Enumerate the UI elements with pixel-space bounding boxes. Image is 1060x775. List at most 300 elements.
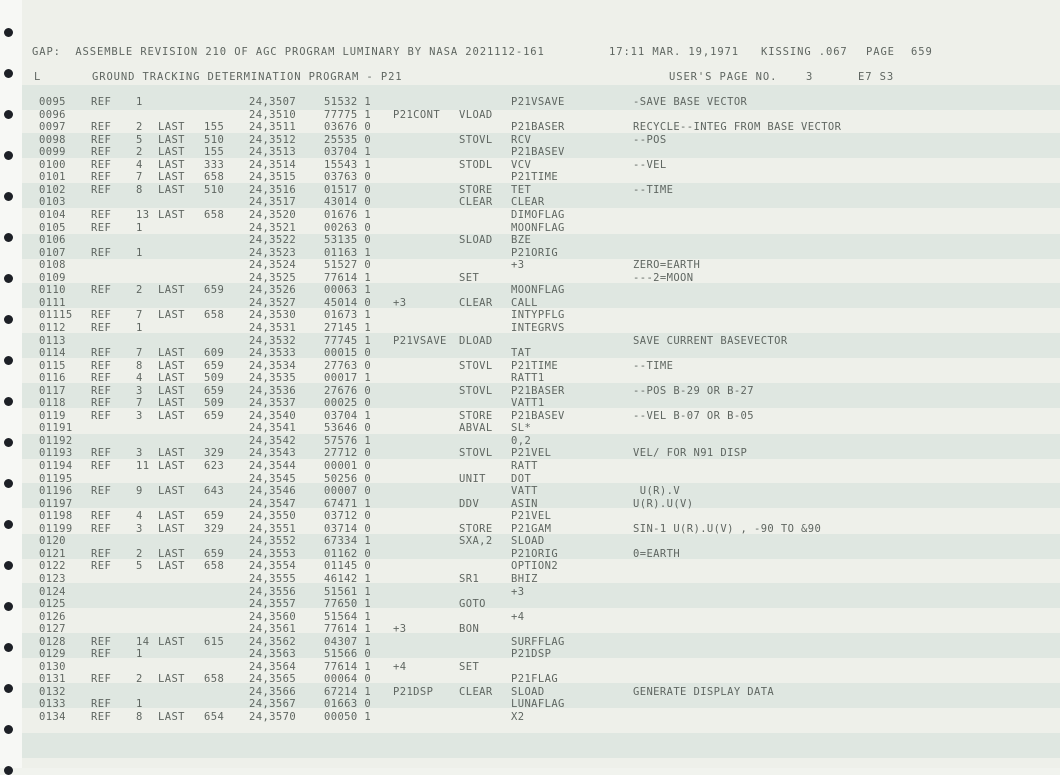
row-operand: CLEAR [511, 196, 545, 209]
row-last: LAST [158, 146, 185, 159]
listing-row [0, 410, 1060, 423]
row-opcode: STORE [459, 183, 493, 196]
row-ref-count: 4 [136, 510, 143, 523]
row-ref-count: 3 [136, 384, 143, 397]
row-octal-code: 77614 1 [324, 660, 372, 673]
row-line-number: 01192 [39, 434, 73, 447]
header-section: E7 S3 [858, 71, 895, 83]
row-octal-code: 51532 1 [324, 96, 372, 108]
listing-row [0, 284, 1060, 297]
row-ref: REF [91, 485, 112, 498]
row-address: 24,3510 [249, 108, 297, 121]
row-comment: -SAVE BASE VECTOR [633, 96, 748, 108]
row-line-number: 0106 [39, 234, 66, 247]
row-operand: INTYPFLG [511, 309, 565, 322]
row-octal-code: 27763 0 [324, 359, 372, 372]
listing-row [0, 686, 1060, 699]
row-line-number: 01191 [39, 422, 73, 435]
row-address: 24,3552 [249, 535, 297, 548]
row-ref: REF [91, 246, 112, 259]
row-line-number: 0105 [39, 221, 66, 234]
row-line-number: 0097 [39, 121, 66, 134]
row-line-number: 01199 [39, 522, 73, 535]
row-label: +4 [393, 660, 407, 673]
row-ref: REF [91, 183, 112, 196]
row-octal-code: 51566 0 [324, 648, 372, 661]
row-operand: SLOAD [511, 535, 545, 548]
row-ref-count: 1 [136, 698, 143, 711]
row-operand: DOT [511, 472, 532, 485]
row-address: 24,3553 [249, 547, 297, 560]
row-last-page: 659 [204, 284, 225, 297]
listing-row [0, 698, 1060, 711]
row-address: 24,3523 [249, 246, 297, 259]
row-address: 24,3563 [249, 648, 297, 661]
listing-row [0, 435, 1060, 448]
row-octal-code: 03704 1 [324, 146, 372, 159]
row-opcode: DLOAD [459, 334, 493, 347]
row-ref-count: 4 [136, 158, 143, 171]
row-ref-count: 7 [136, 309, 143, 322]
row-opcode: GOTO [459, 598, 486, 610]
row-opcode: UNIT [459, 472, 486, 485]
row-operand: P21VEL [511, 510, 552, 523]
listing-row [0, 259, 1060, 272]
row-address: 24,3555 [249, 572, 297, 585]
row-line-number: 0120 [39, 535, 66, 548]
row-ref-count: 2 [136, 146, 143, 159]
row-line-number: 0130 [39, 660, 66, 673]
row-comment: --POS [633, 133, 667, 146]
row-ref: REF [91, 673, 112, 686]
row-address: 24,3513 [249, 146, 297, 159]
row-operand: SLOAD [511, 685, 545, 698]
row-octal-code: 01676 1 [324, 208, 372, 221]
listing-row [0, 485, 1060, 498]
row-address: 24,3560 [249, 610, 297, 623]
row-octal-code: 27145 1 [324, 321, 372, 334]
row-operand: 0,2 [511, 434, 532, 447]
row-octal-code: 00025 0 [324, 397, 372, 410]
row-operand: TAT [511, 347, 532, 359]
row-operand: P21BASEV [511, 409, 565, 422]
listing-row [0, 498, 1060, 511]
listing-row [0, 209, 1060, 222]
row-last: LAST [158, 409, 185, 422]
row-address: 24,3531 [249, 321, 297, 334]
row-last-page: 658 [204, 208, 225, 221]
row-ref: REF [91, 133, 112, 146]
row-last-page: 658 [204, 673, 225, 686]
row-line-number: 01198 [39, 510, 73, 523]
row-opcode: SLOAD [459, 234, 493, 247]
row-last-page: 659 [204, 359, 225, 372]
row-operand: P21ORIG [511, 246, 559, 259]
row-ref-count: 1 [136, 321, 143, 334]
row-comment: U(R).U(V) [633, 497, 694, 510]
row-octal-code: 43014 0 [324, 196, 372, 209]
row-address: 24,3540 [249, 409, 297, 422]
row-last: LAST [158, 635, 185, 648]
row-last: LAST [158, 171, 185, 184]
row-operand: P21BASER [511, 121, 565, 134]
row-operand: MOONFLAG [511, 284, 565, 297]
feed-hole [4, 69, 13, 78]
row-line-number: 0096 [39, 108, 66, 121]
row-octal-code: 15543 1 [324, 158, 372, 171]
row-last: LAST [158, 158, 185, 171]
row-opcode: STORE [459, 409, 493, 422]
listing-row [0, 385, 1060, 398]
row-last-page: 658 [204, 560, 225, 573]
row-address: 24,3537 [249, 397, 297, 410]
listing-row [0, 586, 1060, 599]
row-line-number: 0107 [39, 246, 66, 259]
row-operand: OPTION2 [511, 560, 559, 573]
listing-row [0, 473, 1060, 486]
row-last: LAST [158, 711, 185, 723]
listing-row [0, 247, 1060, 260]
row-operand: BHIZ [511, 572, 538, 585]
row-ref-count: 8 [136, 359, 143, 372]
feed-hole [4, 28, 13, 37]
row-last: LAST [158, 547, 185, 560]
row-ref: REF [91, 447, 112, 460]
row-line-number: 0099 [39, 146, 66, 159]
row-comment: 0=EARTH [633, 547, 681, 560]
listing-row [0, 711, 1060, 724]
row-opcode: SET [459, 660, 480, 673]
row-comment: ---2=MOON [633, 271, 694, 284]
row-octal-code: 03676 0 [324, 121, 372, 134]
row-address: 24,3535 [249, 372, 297, 385]
row-octal-code: 00007 0 [324, 485, 372, 498]
row-address: 24,3522 [249, 234, 297, 247]
listing-row [0, 611, 1060, 624]
row-ref-count: 9 [136, 485, 143, 498]
row-opcode: SR1 [459, 572, 480, 585]
row-label: P21DSP [393, 685, 434, 698]
row-octal-code: 00050 1 [324, 711, 372, 723]
row-line-number: 0108 [39, 259, 66, 272]
row-last-page: 609 [204, 347, 225, 359]
row-address: 24,3536 [249, 384, 297, 397]
row-operand: TET [511, 183, 532, 196]
row-opcode: CLEAR [459, 196, 493, 209]
row-operand: SURFFLAG [511, 635, 565, 648]
row-operand: RATT1 [511, 372, 545, 385]
listing-row [0, 360, 1060, 373]
row-address: 24,3515 [249, 171, 297, 184]
row-comment: --POS B-29 OR B-27 [633, 384, 754, 397]
row-operand: P21VSAVE [511, 96, 565, 108]
row-line-number: 0101 [39, 171, 66, 184]
row-octal-code: 03714 0 [324, 522, 372, 535]
row-last: LAST [158, 309, 185, 322]
listing-row [0, 171, 1060, 184]
row-ref-count: 3 [136, 522, 143, 535]
header-page-label: PAGE [866, 46, 895, 58]
row-last: LAST [158, 347, 185, 359]
row-line-number: 01193 [39, 447, 73, 460]
row-operand: SL* [511, 422, 532, 435]
row-address: 24,3554 [249, 560, 297, 573]
row-last-page: 509 [204, 372, 225, 385]
row-address: 24,3542 [249, 434, 297, 447]
row-line-number: 01196 [39, 485, 73, 498]
row-last-page: 329 [204, 522, 225, 535]
listing-row [0, 347, 1060, 360]
row-line-number: 0100 [39, 158, 66, 171]
header-kissing: KISSING .067 [761, 46, 848, 58]
row-ref: REF [91, 284, 112, 297]
row-operand: CALL [511, 296, 538, 309]
listing-row [0, 297, 1060, 310]
row-line-number: 0114 [39, 347, 66, 359]
row-octal-code: 03712 0 [324, 510, 372, 523]
row-address: 24,3546 [249, 485, 297, 498]
listing-row [0, 623, 1060, 636]
row-ref: REF [91, 309, 112, 322]
row-line-number: 0122 [39, 560, 66, 573]
listing-row [0, 309, 1060, 322]
row-line-number: 0112 [39, 321, 66, 334]
listing-row [0, 460, 1060, 473]
row-address: 24,3567 [249, 698, 297, 711]
row-octal-code: 46142 1 [324, 572, 372, 585]
row-operand: P21BASER [511, 384, 565, 397]
row-last-page: 659 [204, 547, 225, 560]
row-last-page: 155 [204, 121, 225, 134]
row-ref-count: 11 [136, 460, 150, 472]
row-last: LAST [158, 447, 185, 460]
row-operand: P21TIME [511, 359, 559, 372]
row-ref: REF [91, 171, 112, 184]
row-ref-count: 4 [136, 372, 143, 385]
row-comment: --VEL [633, 158, 667, 171]
listing-row [0, 548, 1060, 561]
row-ref-count: 1 [136, 246, 143, 259]
row-address: 24,3521 [249, 221, 297, 234]
row-address: 24,3561 [249, 623, 297, 636]
row-last: LAST [158, 384, 185, 397]
row-comment: U(R).V [633, 485, 681, 498]
row-comment: GENERATE DISPLAY DATA [633, 685, 775, 698]
row-last-page: 654 [204, 711, 225, 723]
row-opcode: CLEAR [459, 685, 493, 698]
row-comment: SIN-1 U(R).U(V) , -90 TO &90 [633, 522, 822, 535]
row-last-page: 658 [204, 309, 225, 322]
row-ref-count: 1 [136, 221, 143, 234]
row-address: 24,3520 [249, 208, 297, 221]
header-users-page-number: 3 [806, 71, 814, 83]
row-address: 24,3514 [249, 158, 297, 171]
row-line-number: 0103 [39, 196, 66, 209]
row-operand: +3 [511, 585, 525, 598]
row-operand: LUNAFLAG [511, 698, 565, 711]
listing-row [0, 322, 1060, 335]
row-octal-code: 51527 0 [324, 259, 372, 272]
row-line-number: 0116 [39, 372, 66, 385]
row-address: 24,3556 [249, 585, 297, 598]
row-octal-code: 01163 1 [324, 246, 372, 259]
row-address: 24,3534 [249, 359, 297, 372]
row-address: 24,3517 [249, 196, 297, 209]
row-operand: DIMOFLAG [511, 208, 565, 221]
row-address: 24,3516 [249, 183, 297, 196]
listing-row [0, 335, 1060, 348]
row-ref-count: 2 [136, 673, 143, 686]
row-octal-code: 00064 0 [324, 673, 372, 686]
row-ref: REF [91, 560, 112, 573]
row-line-number: 0119 [39, 409, 66, 422]
row-operand: P21VEL [511, 447, 552, 460]
row-octal-code: 57576 1 [324, 434, 372, 447]
row-last-page: 510 [204, 183, 225, 196]
row-octal-code: 67471 1 [324, 497, 372, 510]
row-operand: RATT [511, 460, 538, 472]
row-octal-code: 00001 0 [324, 460, 372, 472]
row-operand: +4 [511, 610, 525, 623]
row-octal-code: 03763 0 [324, 171, 372, 184]
header-mark: L [34, 71, 42, 83]
row-ref: REF [91, 372, 112, 385]
row-address: 24,3511 [249, 121, 297, 134]
row-ref: REF [91, 635, 112, 648]
row-last: LAST [158, 183, 185, 196]
listing-row [0, 146, 1060, 159]
listing-row [0, 121, 1060, 134]
row-ref: REF [91, 347, 112, 359]
row-address: 24,3550 [249, 510, 297, 523]
row-address: 24,3562 [249, 635, 297, 648]
row-ref-count: 8 [136, 711, 143, 723]
row-last: LAST [158, 372, 185, 385]
row-address: 24,3525 [249, 271, 297, 284]
row-comment: --VEL B-07 OR B-05 [633, 409, 754, 422]
row-last: LAST [158, 359, 185, 372]
row-octal-code: 77614 1 [324, 271, 372, 284]
row-line-number: 01194 [39, 460, 73, 472]
row-comment: ZERO=EARTH [633, 259, 701, 272]
row-ref: REF [91, 96, 112, 108]
listing-row [0, 573, 1060, 586]
row-line-number: 0102 [39, 183, 66, 196]
row-last: LAST [158, 522, 185, 535]
row-ref-count: 2 [136, 547, 143, 560]
row-opcode: STORE [459, 522, 493, 535]
row-address: 24,3512 [249, 133, 297, 146]
row-octal-code: 50256 0 [324, 472, 372, 485]
row-octal-code: 00263 0 [324, 221, 372, 234]
row-ref: REF [91, 158, 112, 171]
row-operand: P21TIME [511, 171, 559, 184]
row-ref: REF [91, 384, 112, 397]
row-operand: ASIN [511, 497, 538, 510]
row-address: 24,3547 [249, 497, 297, 510]
row-ref-count: 5 [136, 560, 143, 573]
row-last: LAST [158, 133, 185, 146]
row-ref: REF [91, 321, 112, 334]
row-ref: REF [91, 648, 112, 661]
row-line-number: 0133 [39, 698, 66, 711]
row-last-page: 329 [204, 447, 225, 460]
row-octal-code: 04307 1 [324, 635, 372, 648]
row-ref-count: 1 [136, 648, 143, 661]
row-address: 24,3526 [249, 284, 297, 297]
row-line-number: 0110 [39, 284, 66, 297]
row-comment: VEL/ FOR N91 DISP [633, 447, 748, 460]
row-address: 24,3524 [249, 259, 297, 272]
row-opcode: SET [459, 271, 480, 284]
row-line-number: 0113 [39, 334, 66, 347]
row-octal-code: 03704 1 [324, 409, 372, 422]
row-ref: REF [91, 510, 112, 523]
listing-row [0, 109, 1060, 122]
row-ref: REF [91, 208, 112, 221]
feed-hole [4, 725, 13, 734]
listing-row [0, 560, 1060, 573]
greenbar-band [22, 733, 1060, 758]
row-ref-count: 8 [136, 183, 143, 196]
row-opcode: SXA,2 [459, 535, 493, 548]
row-operand: INTEGRVS [511, 321, 565, 334]
row-address: 24,3527 [249, 296, 297, 309]
row-octal-code: 01162 0 [324, 547, 372, 560]
row-last-page: 155 [204, 146, 225, 159]
row-last: LAST [158, 397, 185, 410]
row-ref: REF [91, 460, 112, 472]
row-octal-code: 77614 1 [324, 623, 372, 636]
row-address: 24,3532 [249, 334, 297, 347]
row-last-page: 658 [204, 171, 225, 184]
row-line-number: 0104 [39, 208, 66, 221]
row-operand: VATT1 [511, 397, 545, 410]
row-octal-code: 00017 1 [324, 372, 372, 385]
listing-row [0, 159, 1060, 172]
row-line-number: 0098 [39, 133, 66, 146]
feed-hole [4, 766, 13, 775]
row-line-number: 0124 [39, 585, 66, 598]
listing-row [0, 523, 1060, 536]
row-opcode: STOVL [459, 447, 493, 460]
listing-row [0, 397, 1060, 410]
row-octal-code: 51561 1 [324, 585, 372, 598]
row-last: LAST [158, 284, 185, 297]
row-ref: REF [91, 547, 112, 560]
row-address: 24,3544 [249, 460, 297, 472]
row-operand: +3 [511, 259, 525, 272]
row-label: P21CONT [393, 108, 441, 121]
row-ref: REF [91, 711, 112, 723]
row-last-page: 659 [204, 409, 225, 422]
row-octal-code: 25535 0 [324, 133, 372, 146]
listing-row [0, 372, 1060, 385]
row-line-number: 01195 [39, 472, 73, 485]
header-page-number: 659 [911, 46, 933, 58]
row-last-page: 615 [204, 635, 225, 648]
row-ref: REF [91, 146, 112, 159]
row-line-number: 0127 [39, 623, 66, 636]
header-title: GAP: ASSEMBLE REVISION 210 OF AGC PROGRAM LUMINARY BY NASA 2021112-161 [32, 46, 545, 58]
listing-row [0, 510, 1060, 523]
listing-row [0, 598, 1060, 611]
row-opcode: STODL [459, 158, 493, 171]
row-address: 24,3507 [249, 96, 297, 108]
row-octal-code: 53646 0 [324, 422, 372, 435]
row-last-page: 333 [204, 158, 225, 171]
header-program: GROUND TRACKING DETERMINATION PROGRAM - P21 [92, 71, 403, 83]
